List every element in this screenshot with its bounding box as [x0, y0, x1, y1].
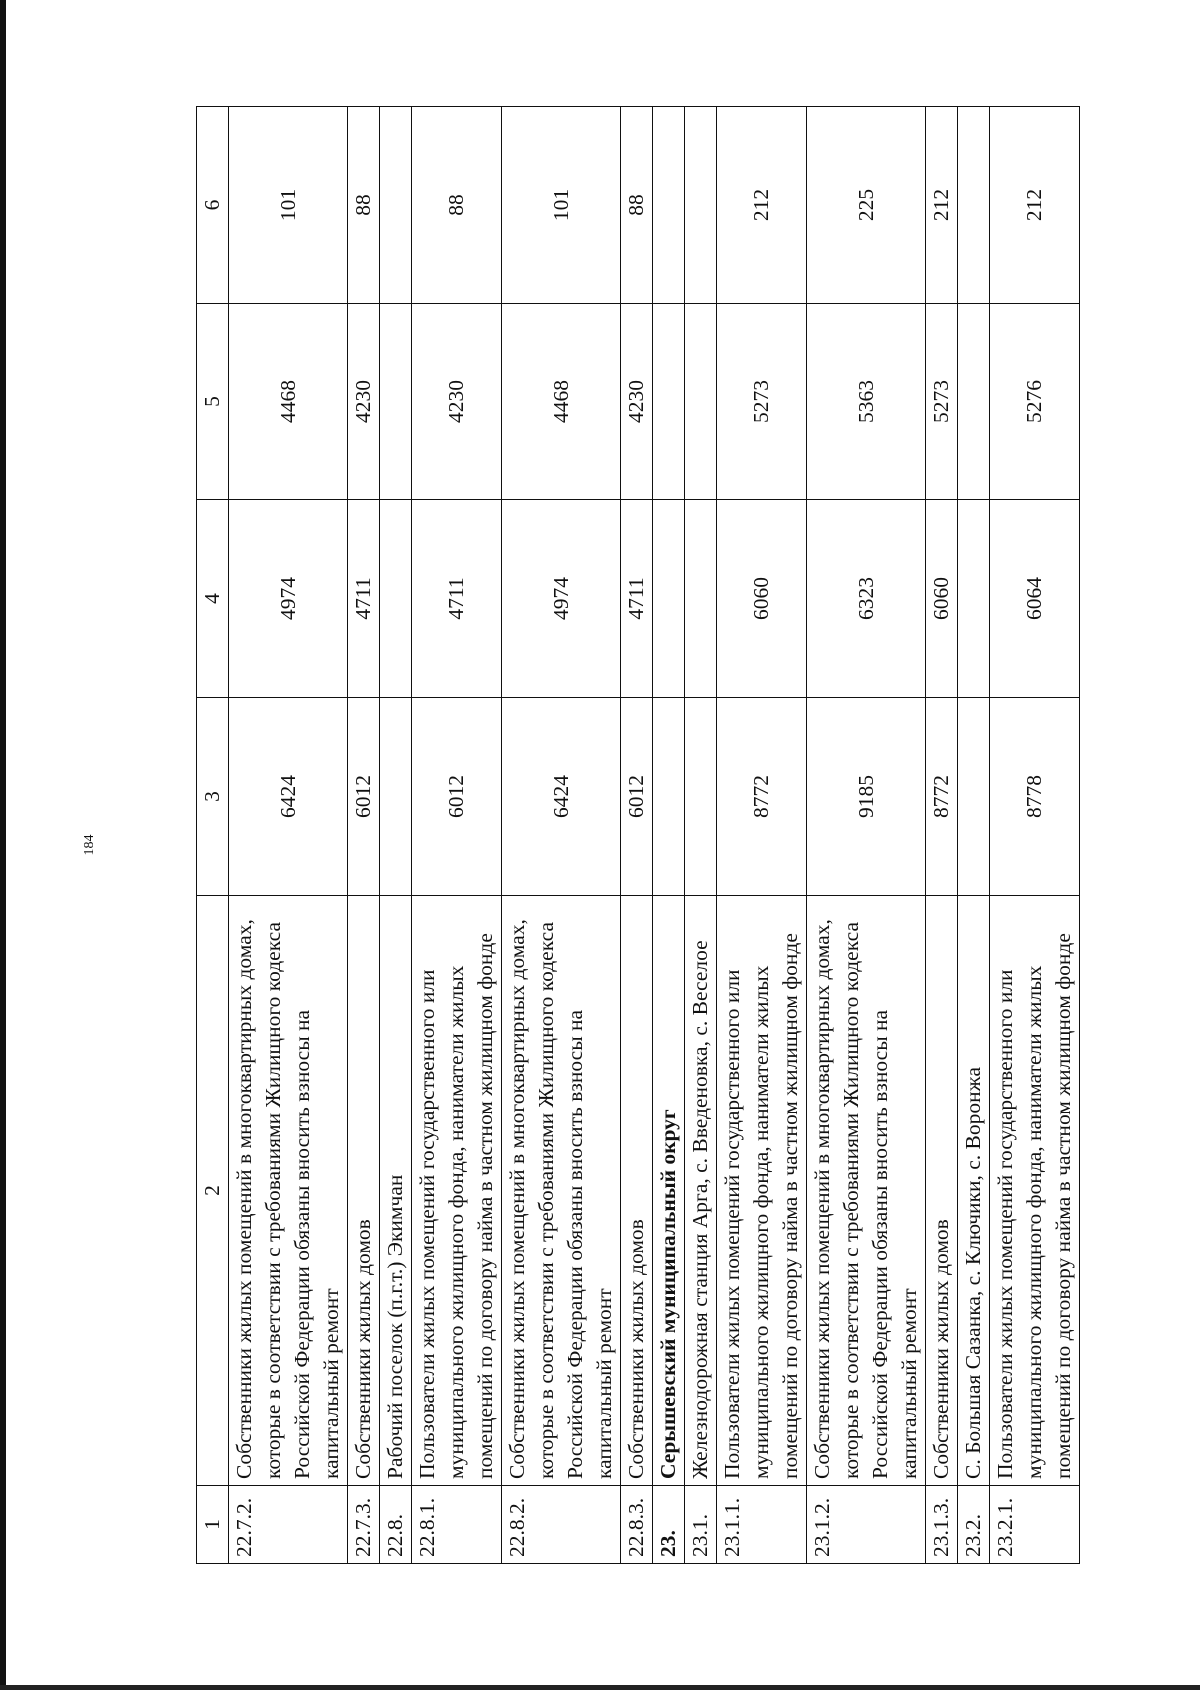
header-cell: 6: [197, 107, 229, 304]
table-row: [653, 107, 685, 1564]
header-row: [197, 107, 229, 1564]
header-cell: 1: [197, 1486, 229, 1564]
value-cell-col3: [380, 698, 412, 896]
value-cell-col6: 88: [348, 107, 380, 304]
value-cell-col6: 212: [990, 107, 1080, 304]
value-cell-col5: 4468: [229, 304, 348, 500]
value-cell-col4: 4711: [621, 500, 653, 698]
value-cell-col4: [380, 500, 412, 698]
table-row: [717, 107, 807, 1564]
value-cell-col3: [653, 698, 685, 896]
table-row: [926, 107, 958, 1564]
value-cell-col6: [380, 107, 412, 304]
value-cell-col3: 8772: [717, 698, 807, 896]
value-cell-col6: 101: [229, 107, 348, 304]
row-description-cell: Собственники жилых помещений в многоквартирных домах, которые в соответствии с требованиями Жилищного кодекса Российской Федерации обязаны вносить взносы на капитальный ремонт: [502, 896, 621, 1486]
table-row: [229, 107, 348, 1564]
row-description-cell: Железнодорожная станция Арга, с. Введеновка, с. Веселое: [685, 896, 717, 1486]
value-cell-col4: 4974: [229, 500, 348, 698]
header-cell: 4: [197, 500, 229, 698]
rotated-table-container: [196, 107, 1086, 1564]
value-cell-col4: 6060: [717, 500, 807, 698]
table-row: [958, 107, 990, 1564]
value-cell-col5: 4230: [348, 304, 380, 500]
value-cell-col4: 4711: [412, 500, 502, 698]
tariff-table: [196, 106, 1080, 1564]
header-cell: 5: [197, 304, 229, 500]
row-description-cell: Собственники жилых помещений в многоквартирных домах, которые в соответствии с требованиями Жилищного кодекса Российской Федерации обязаны вносить взносы на капитальный ремонт: [229, 896, 348, 1486]
value-cell-col3: 6424: [229, 698, 348, 896]
value-cell-col3: [958, 698, 990, 896]
value-cell-col6: 212: [717, 107, 807, 304]
table-row: [348, 107, 380, 1564]
value-cell-col6: 88: [412, 107, 502, 304]
value-cell-col3: 8778: [990, 698, 1080, 896]
table-row: [685, 107, 717, 1564]
value-cell-col5: 5276: [990, 304, 1080, 500]
value-cell-col6: [653, 107, 685, 304]
row-number-cell: 23.: [653, 1486, 685, 1564]
row-description-cell: Пользователи жилых помещений государственного или муниципального жилищного фонда, наниматели жилых помещений по договору найма в частном жилищном фонде: [990, 896, 1080, 1486]
value-cell-col5: [685, 304, 717, 500]
value-cell-col5: 5273: [717, 304, 807, 500]
value-cell-col5: 5363: [807, 304, 926, 500]
value-cell-col6: 212: [926, 107, 958, 304]
row-description-cell: Собственники жилых домов: [621, 896, 653, 1486]
value-cell-col6: 88: [621, 107, 653, 304]
page-number: 184: [82, 834, 97, 856]
value-cell-col3: 6012: [348, 698, 380, 896]
value-cell-col4: [685, 500, 717, 698]
value-cell-col4: 4974: [502, 500, 621, 698]
table-body: [197, 107, 1080, 1564]
value-cell-col5: 4230: [412, 304, 502, 500]
value-cell-col3: 6012: [412, 698, 502, 896]
row-number-cell: 22.8.2.: [502, 1486, 621, 1564]
header-cell: 3: [197, 698, 229, 896]
row-description-cell: Собственники жилых домов: [348, 896, 380, 1486]
row-description-cell: Собственники жилых домов: [926, 896, 958, 1486]
table-row: [990, 107, 1080, 1564]
row-number-cell: 22.8.1.: [412, 1486, 502, 1564]
value-cell-col4: 6064: [990, 500, 1080, 698]
value-cell-col5: 4230: [621, 304, 653, 500]
row-number-cell: 23.1.2.: [807, 1486, 926, 1564]
table-row: [380, 107, 412, 1564]
row-number-cell: 23.1.1.: [717, 1486, 807, 1564]
row-number-cell: 22.8.3.: [621, 1486, 653, 1564]
table-row: [412, 107, 502, 1564]
value-cell-col6: [958, 107, 990, 304]
row-description-cell: Рабочий поселок (п.г.т.) Экимчан: [380, 896, 412, 1486]
scan-edge-left: [0, 0, 6, 1690]
value-cell-col5: 5273: [926, 304, 958, 500]
scan-edge-bottom: [0, 1685, 1200, 1690]
row-number-cell: 23.1.: [685, 1486, 717, 1564]
row-description-cell: Серышевский муниципальный округ: [653, 896, 685, 1486]
row-description-cell: Пользователи жилых помещений государственного или муниципального жилищного фонда, наниматели жилых помещений по договору найма в частном жилищном фонде: [717, 896, 807, 1486]
value-cell-col4: 6323: [807, 500, 926, 698]
value-cell-col5: 4468: [502, 304, 621, 500]
value-cell-col4: [958, 500, 990, 698]
row-number-cell: 22.8.: [380, 1486, 412, 1564]
header-cell: 2: [197, 896, 229, 1486]
value-cell-col4: [653, 500, 685, 698]
value-cell-col6: [685, 107, 717, 304]
value-cell-col3: 9185: [807, 698, 926, 896]
value-cell-col3: 8772: [926, 698, 958, 896]
value-cell-col3: [685, 698, 717, 896]
row-number-cell: 23.1.3.: [926, 1486, 958, 1564]
table-row: [621, 107, 653, 1564]
row-number-cell: 23.2.: [958, 1486, 990, 1564]
value-cell-col5: [653, 304, 685, 500]
value-cell-col4: 4711: [348, 500, 380, 698]
value-cell-col6: 101: [502, 107, 621, 304]
value-cell-col6: 225: [807, 107, 926, 304]
value-cell-col4: 6060: [926, 500, 958, 698]
value-cell-col3: 6012: [621, 698, 653, 896]
row-description-cell: С. Большая Сазанка, с. Ключики, с. Воронжа: [958, 896, 990, 1486]
table-row: [807, 107, 926, 1564]
value-cell-col3: 6424: [502, 698, 621, 896]
table-row: [502, 107, 621, 1564]
value-cell-col5: [380, 304, 412, 500]
row-number-cell: 23.2.1.: [990, 1486, 1080, 1564]
value-cell-col5: [958, 304, 990, 500]
row-number-cell: 22.7.3.: [348, 1486, 380, 1564]
row-description-cell: Пользователи жилых помещений государственного или муниципального жилищного фонда, наниматели жилых помещений по договору найма в частном жилищном фонде: [412, 896, 502, 1486]
row-number-cell: 22.7.2.: [229, 1486, 348, 1564]
row-description-cell: Собственники жилых помещений в многоквартирных домах, которые в соответствии с требованиями Жилищного кодекса Российской Федерации обязаны вносить взносы на капитальный ремонт: [807, 896, 926, 1486]
